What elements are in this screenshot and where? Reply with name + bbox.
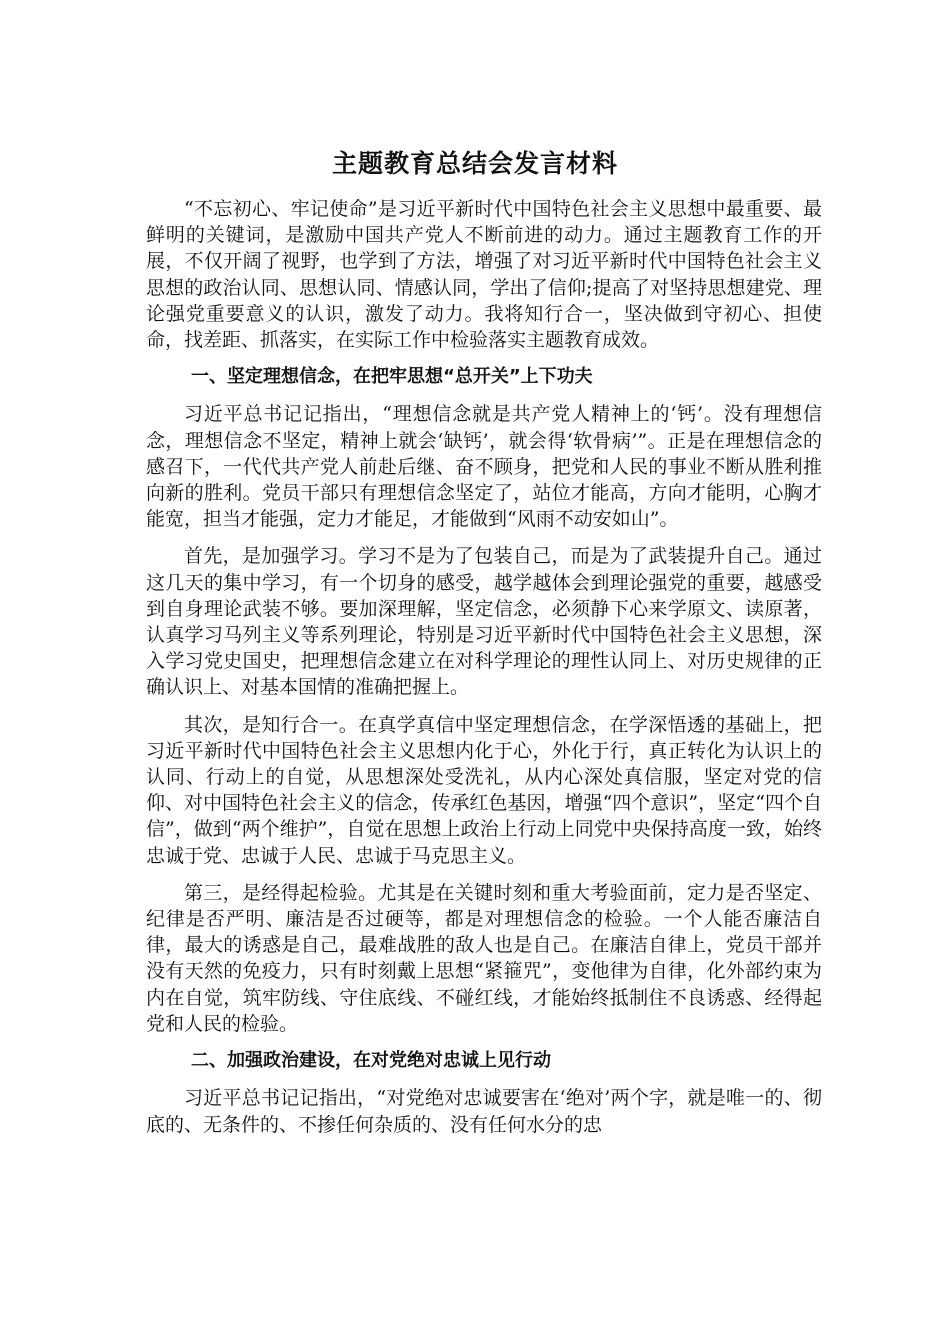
paragraph-intro: “不忘初心、牢记使命”是习近平新时代中国特色社会主义思想中最重要、最鲜明的关键词，是激励中国共产党人不断前进的动力。通过主题教育工作的开展，不仅开阔了视野，也学到了方法，增强了对习近平新时代中国特色社会主义思想的政治认同、思想认同、情感认同，学出了信仰;提高了对坚持思想建党、理论强党重要意义的认识，激发了动力。我将知行合一，坚决做到守初心、担使命，找差距、抓落实，在实际工作中检验落实主题教育成效。 [146,198,822,352]
page-title: 主题教育总结会发言材料 [331,149,618,178]
paragraph: 其次，是知行合一。在真学真信中坚定理想信念，在学深悟透的基础上，把习近平新时代中国特色社会主义思想内化于心，外化于行，真正转化为认识上的认同、行动上的自觉，从思想深处受洗礼，从内心深处真信服，坚定对党的信仰、对中国特色社会主义的信念，传承红色基因，增强“四个意识”，坚定“四个自信”，做到“两个维护”，自觉在思想上政治上行动上同党中央保持高度一致，始终忠诚于党、忠诚于人民、忠诚于马克思主义。 [146,713,822,867]
section-heading-2: 二、加强政治建设，在对党绝对忠诚上见行动 [191,1050,551,1072]
paragraph: 首先，是加强学习。学习不是为了包装自己，而是为了武装提升自己。通过这几天的集中学习，有一个切身的感受，越学越体会到理论强党的重要，越感受到自身理论武装不够。要加深理解，坚定信念，必须静下心来学原文、读原著，认真学习马列主义等系列理论，特别是习近平新时代中国特色社会主义思想，深入学习党史国史，把理想信念建立在对科学理论的理性认同上、对历史规律的正确认识上、对基本国情的准确把握上。 [146,545,822,699]
paragraph: 习近平总书记记指出，“理想信念就是共产党人精神上的‘钙’。没有理想信念，理想信念不坚定，精神上就会‘缺钙’，就会得‘软骨病’”。正是在理想信念的感召下，一代代共产党人前赴后继、奋不顾身，把党和人民的事业不断从胜利推向新的胜利。党员干部只有理想信念坚定了，站位才能高，方向才能明，心胸才能宽，担当才能强，定力才能足，才能做到“风雨不动安如山”。 [146,403,822,531]
section-heading-1: 一、坚定理想信念，在把牢思想“总开关”上下功夫 [191,366,593,388]
document-body [146,196,822,1149]
paragraph: 第三，是经得起检验。尤其是在关键时刻和重大考验面前，定力是否坚定、纪律是否严明、廉洁是否过硬等，都是对理想信念的检验。一个人能否廉洁自律，最大的诱惑是自己，最难战胜的敌人也是自己。在廉洁自律上，党员干部并没有天然的免疫力，只有时刻戴上思想“紧箍咒”，变他律为自律，化外部约束为内在自觉，筑牢防线、守住底线、不碰红线，才能始终抵制住不良诱惑、经得起党和人民的检验。 [146,881,822,1035]
paragraph: 习近平总书记记指出，“对党绝对忠诚要害在‘绝对’两个字，就是唯一的、彻底的、无条件的、不掺任何杂质的、没有任何水分的忠 [146,1087,822,1136]
